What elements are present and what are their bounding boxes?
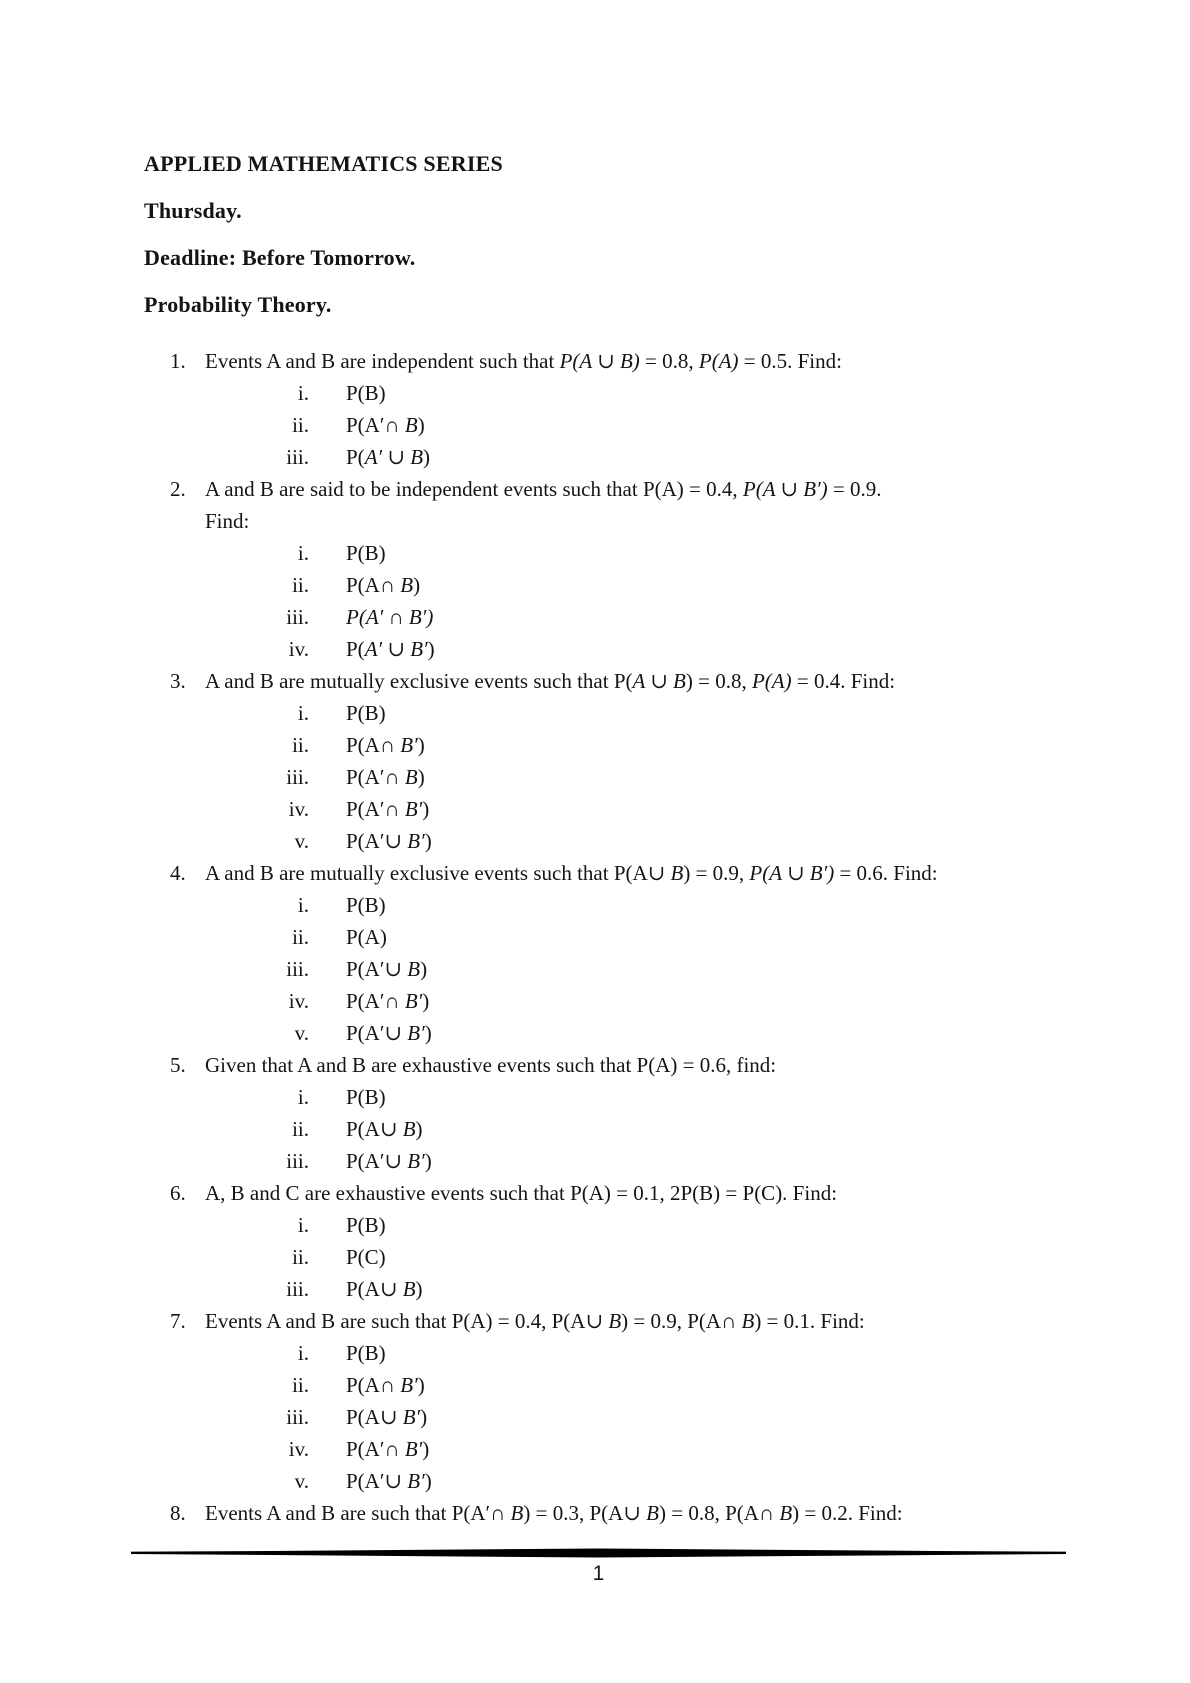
problem-subitem bbox=[205, 633, 1100, 665]
doc-day: Thursday. bbox=[144, 198, 242, 223]
subitem-expression: P(A∩ B′) bbox=[346, 733, 425, 757]
problem-subitem bbox=[205, 1209, 1100, 1241]
subitem-expression: P(A′∪ B) bbox=[346, 957, 428, 981]
subitem-expression: P(A) bbox=[346, 925, 387, 949]
problem-item bbox=[144, 857, 1100, 1049]
problem-number: 2. bbox=[170, 477, 186, 501]
subitem-expression: P(A′∪ B′) bbox=[346, 1149, 432, 1173]
subitem-label: iii. bbox=[286, 765, 309, 789]
problem-subitem bbox=[205, 1433, 1100, 1465]
problem-subitem bbox=[205, 953, 1100, 985]
subitem-label: iii. bbox=[286, 445, 309, 469]
subitem-expression: P(C) bbox=[346, 1245, 386, 1269]
subitem-expression: P(A′∩ B) bbox=[346, 765, 425, 789]
problem-subitem bbox=[205, 1273, 1100, 1305]
problem-list bbox=[144, 345, 1100, 1529]
problem-number: 6. bbox=[170, 1181, 186, 1205]
problem-subitem bbox=[205, 1337, 1100, 1369]
subitem-expression: P(A′ ∪ B) bbox=[346, 445, 431, 469]
subitem-label: ii. bbox=[292, 925, 309, 949]
problem-subitem bbox=[205, 729, 1100, 761]
subitem-label: i. bbox=[297, 541, 309, 565]
problem-text: A and B are mutually exclusive events such that P(A ∪ B) = 0.8, P(A) = 0.4. Find: bbox=[205, 669, 896, 693]
problem-number: 3. bbox=[170, 669, 186, 693]
problem-subitem bbox=[205, 793, 1100, 825]
problem-subitem bbox=[205, 1465, 1100, 1497]
subitem-expression: P(A∪ B) bbox=[346, 1277, 423, 1301]
problem-item bbox=[144, 1049, 1100, 1177]
subitem-expression: P(A∩ B′) bbox=[346, 1373, 425, 1397]
subitem-expression: P(A′∩ B) bbox=[346, 413, 425, 437]
subitem-expression: P(A′ ∩ B′) bbox=[346, 605, 434, 629]
problem-subitem bbox=[205, 697, 1100, 729]
problem-item bbox=[144, 1177, 1100, 1305]
subitem-label: iv. bbox=[288, 989, 309, 1013]
subitem-label: i. bbox=[297, 893, 309, 917]
subitem-label: i. bbox=[297, 381, 309, 405]
subitem-label: i. bbox=[297, 1341, 309, 1365]
problem-subitem bbox=[205, 921, 1100, 953]
subitem-expression: P(A∪ B) bbox=[346, 1117, 423, 1141]
problem-subitem bbox=[205, 537, 1100, 569]
problem-subitem bbox=[205, 377, 1100, 409]
problem-subitem bbox=[205, 1113, 1100, 1145]
subitem-expression: P(A′∪ B′) bbox=[346, 829, 432, 853]
problem-text: Events A and B are such that P(A) = 0.4, P(A∪ B) = 0.9, P(A∩ B) = 0.1. Find: bbox=[205, 1309, 865, 1333]
subitem-label: iv. bbox=[288, 1437, 309, 1461]
problem-text: A, B and C are exhaustive events such that P(A) = 0.1, 2P(B) = P(C). Find: bbox=[205, 1181, 838, 1205]
subitem-label: iii. bbox=[286, 1277, 309, 1301]
document-header bbox=[144, 150, 1100, 319]
subitem-label: iv. bbox=[288, 637, 309, 661]
problem-subitem bbox=[205, 1017, 1100, 1049]
subitem-label: ii. bbox=[292, 573, 309, 597]
problem-item bbox=[144, 1305, 1100, 1497]
problem-subitem bbox=[205, 409, 1100, 441]
subitem-label: v. bbox=[294, 829, 309, 853]
subitem-label: iv. bbox=[288, 797, 309, 821]
subitem-label: ii. bbox=[292, 1245, 309, 1269]
problem-text: Events A and B are such that P(A′∩ B) = 0.3, P(A∪ B) = 0.8, P(A∩ B) = 0.2. Find: bbox=[205, 1501, 903, 1525]
problem-subitem bbox=[205, 889, 1100, 921]
subitem-label: v. bbox=[294, 1021, 309, 1045]
doc-topic: Probability Theory. bbox=[144, 292, 332, 317]
subitem-expression: P(B) bbox=[346, 1341, 386, 1365]
subitem-expression: P(B) bbox=[346, 1085, 386, 1109]
footer-rule bbox=[131, 1548, 1066, 1558]
subitem-expression: P(A′∪ B′) bbox=[346, 1469, 432, 1493]
subitem-expression: P(B) bbox=[346, 701, 386, 725]
subitem-expression: P(B) bbox=[346, 541, 386, 565]
problem-subitem bbox=[205, 1241, 1100, 1273]
problem-text: Events A and B are independent such that P(A ∪ B) = 0.8, P(A) = 0.5. Find: bbox=[205, 349, 842, 373]
subitem-expression: P(B) bbox=[346, 1213, 386, 1237]
subitem-label: i. bbox=[297, 701, 309, 725]
subitem-expression: P(A′∩ B′) bbox=[346, 989, 430, 1013]
subitem-label: ii. bbox=[292, 413, 309, 437]
problem-text: A and B are mutually exclusive events such that P(A∪ B) = 0.9, P(A ∪ B′) = 0.6. Find: bbox=[205, 861, 938, 885]
page-number: 1 bbox=[592, 1562, 605, 1585]
problem-subitem bbox=[205, 1081, 1100, 1113]
problem-subitem bbox=[205, 441, 1100, 473]
problem-item bbox=[144, 1497, 1100, 1529]
subitem-label: v. bbox=[294, 1469, 309, 1493]
problem-subitem bbox=[205, 569, 1100, 601]
subitem-label: ii. bbox=[292, 733, 309, 757]
subitem-label: ii. bbox=[292, 1373, 309, 1397]
subitem-label: ii. bbox=[292, 1117, 309, 1141]
subitem-label: iii. bbox=[286, 957, 309, 981]
problem-subitem bbox=[205, 1401, 1100, 1433]
problem-number: 8. bbox=[170, 1501, 186, 1525]
problem-text: Given that A and B are exhaustive events such that P(A) = 0.6, find: bbox=[205, 1053, 777, 1077]
subitem-label: i. bbox=[297, 1213, 309, 1237]
subitem-expression: P(A∪ B′) bbox=[346, 1405, 428, 1429]
problem-text: A and B are said to be independent events such that P(A) = 0.4, P(A ∪ B′) = 0.9. Find: bbox=[205, 477, 882, 533]
doc-deadline: Deadline: Before Tomorrow. bbox=[144, 245, 416, 270]
problem-item bbox=[144, 665, 1100, 857]
subitem-expression: P(A′ ∪ B′) bbox=[346, 637, 435, 661]
subitem-label: i. bbox=[297, 1085, 309, 1109]
problem-subitem bbox=[205, 601, 1100, 633]
problem-subitem bbox=[205, 825, 1100, 857]
subitem-expression: P(A∩ B) bbox=[346, 573, 421, 597]
subitem-label: iii. bbox=[286, 1149, 309, 1173]
problem-number: 1. bbox=[170, 349, 186, 373]
problem-subitem bbox=[205, 761, 1100, 793]
problem-item bbox=[144, 345, 1100, 473]
problem-number: 4. bbox=[170, 861, 186, 885]
subitem-expression: P(A′∪ B′) bbox=[346, 1021, 432, 1045]
problem-subitem bbox=[205, 1369, 1100, 1401]
problem-subitem bbox=[205, 985, 1100, 1017]
subitem-expression: P(B) bbox=[346, 893, 386, 917]
subitem-label: iii. bbox=[286, 605, 309, 629]
doc-title: APPLIED MATHEMATICS SERIES bbox=[144, 151, 503, 176]
problem-number: 5. bbox=[170, 1053, 186, 1077]
subitem-expression: P(A′∩ B′) bbox=[346, 797, 430, 821]
problem-item bbox=[144, 473, 1100, 665]
subitem-expression: P(A′∩ B′) bbox=[346, 1437, 430, 1461]
problem-subitem bbox=[205, 1145, 1100, 1177]
subitem-label: iii. bbox=[286, 1405, 309, 1429]
problem-number: 7. bbox=[170, 1309, 186, 1333]
subitem-expression: P(B) bbox=[346, 381, 386, 405]
